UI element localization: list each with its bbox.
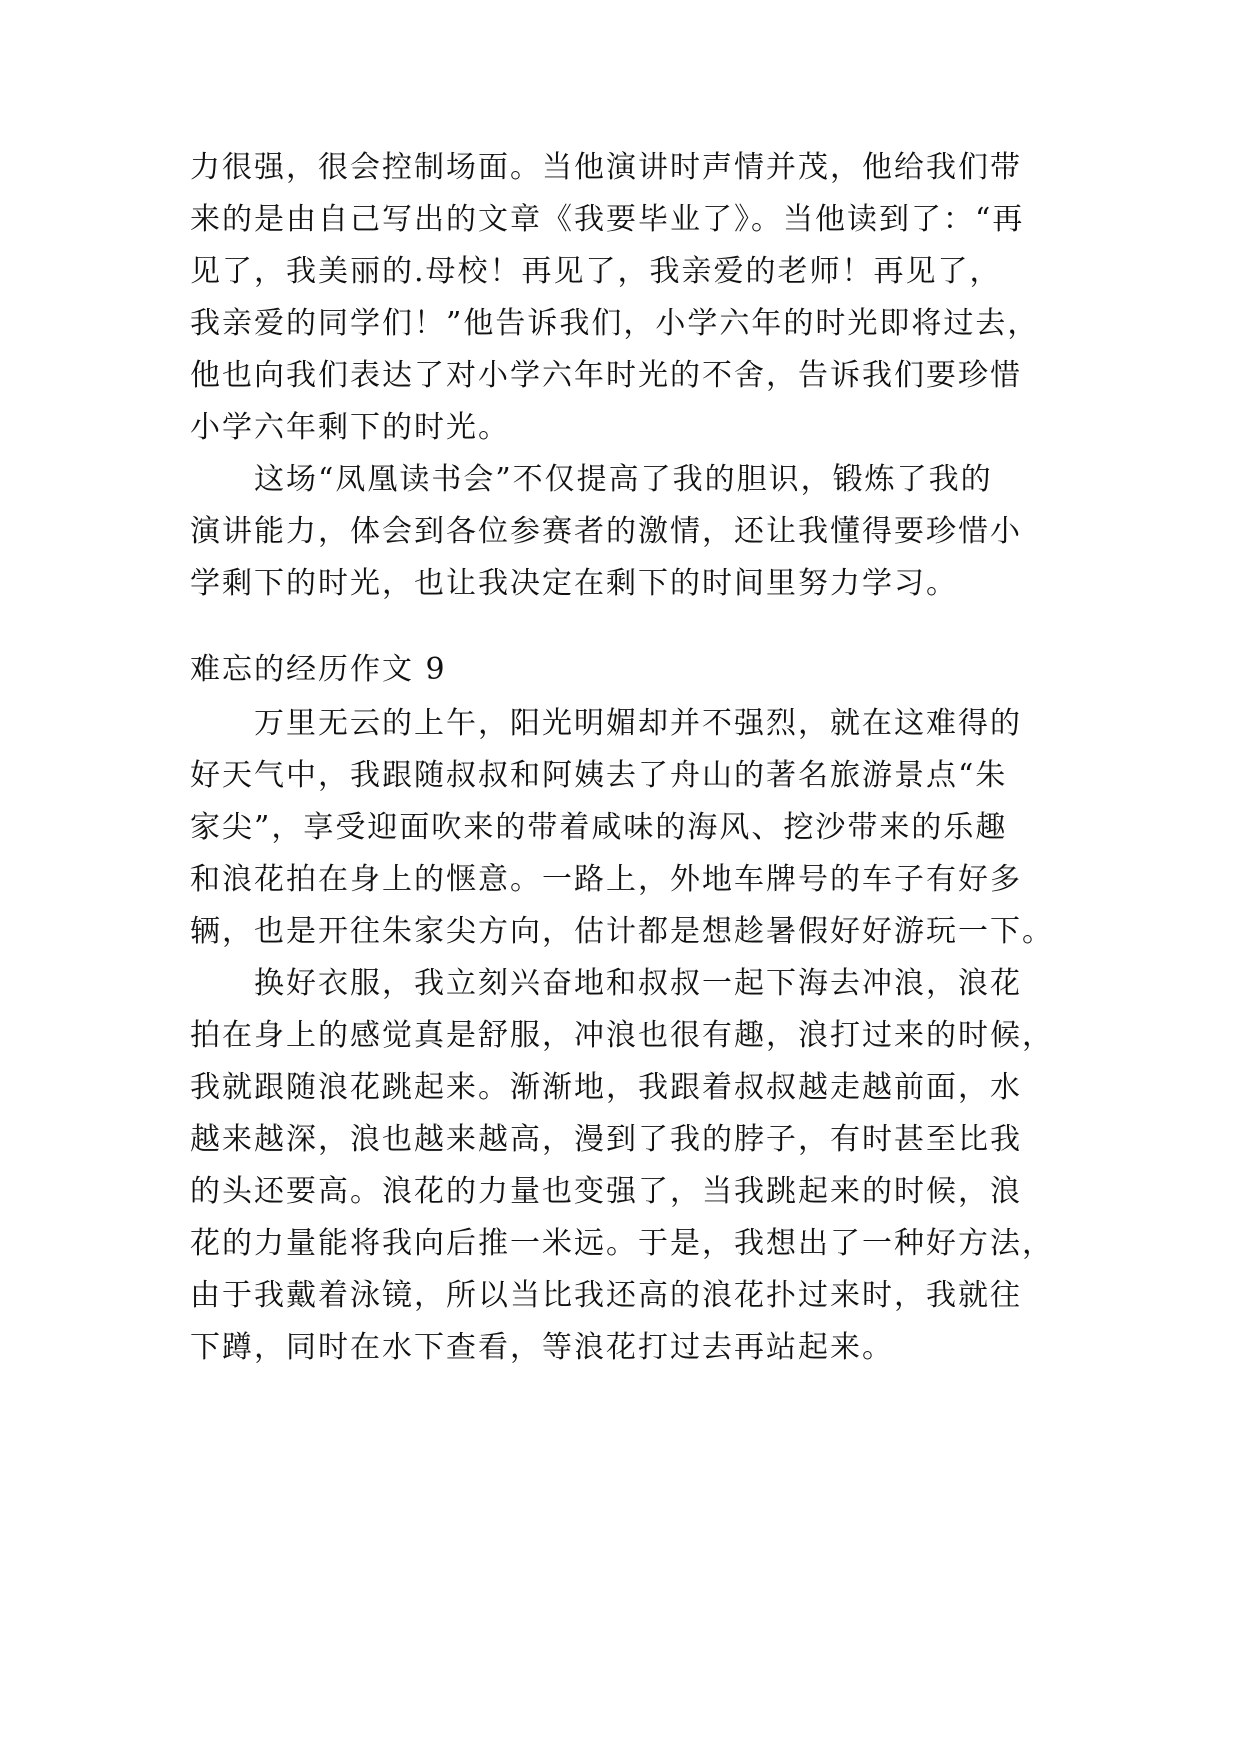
paragraph-line: 花的力量能将我向后推一米远。于是，我想出了一种好方法， bbox=[190, 1226, 1054, 1261]
paragraph-line: 万里无云的上午，阳光明媚却并不强烈，就在这难得的 bbox=[190, 706, 1022, 741]
paragraph-line: 演讲能力，体会到各位参赛者的激情，还让我懂得要珍惜小 bbox=[190, 514, 1022, 549]
paragraph-line: 由于我戴着泳镜，所以当比我还高的浪花扑过来时，我就往 bbox=[190, 1278, 1022, 1313]
paragraph-line: 的头还要高。浪花的力量也变强了，当我跳起来的时候，浪 bbox=[190, 1174, 1022, 1209]
section-title: 难忘的经历作文 9 bbox=[190, 652, 447, 687]
paragraph-line: 来的是由自己写出的文章《我要毕业了》。当他读到了：“再 bbox=[190, 202, 1025, 237]
paragraph-line: 这场“凤凰读书会”不仅提高了我的胆识，锻炼了我的 bbox=[190, 462, 993, 497]
paragraph-line: 他也向我们表达了对小学六年时光的不舍，告诉我们要珍惜 bbox=[190, 358, 1022, 393]
paragraph-line: 见了，我美丽的.母校！再见了，我亲爱的老师！再见了， bbox=[190, 254, 1002, 289]
paragraph-line: 拍在身上的感觉真是舒服，冲浪也很有趣，浪打过来的时候， bbox=[190, 1018, 1054, 1053]
paragraph-line: 下蹲，同时在水下查看，等浪花打过去再站起来。 bbox=[190, 1330, 894, 1365]
paragraph-line: 越来越深，浪也越来越高，漫到了我的脖子，有时甚至比我 bbox=[190, 1122, 1022, 1157]
paragraph-line: 学剩下的时光，也让我决定在剩下的时间里努力学习。 bbox=[190, 566, 958, 601]
paragraph-line: 我就跟随浪花跳起来。渐渐地，我跟着叔叔越走越前面，水 bbox=[190, 1070, 1022, 1105]
paragraph-line: 和浪花拍在身上的惬意。一路上，外地车牌号的车子有好多 bbox=[190, 862, 1022, 897]
paragraph-line: 小学六年剩下的时光。 bbox=[190, 410, 510, 445]
paragraph-line: 力很强，很会控制场面。当他演讲时声情并茂，他给我们带 bbox=[190, 150, 1022, 185]
paragraph-line: 好天气中，我跟随叔叔和阿姨去了舟山的著名旅游景点“朱 bbox=[190, 758, 1008, 793]
paragraph-line: 家尖”，享受迎面吹来的带着咸味的海风、挖沙带来的乐趣 bbox=[190, 810, 1008, 845]
paragraph-line: 换好衣服，我立刻兴奋地和叔叔一起下海去冲浪，浪花 bbox=[190, 966, 1022, 1001]
paragraph-line: 我亲爱的同学们！”他告诉我们，小学六年的时光即将过去， bbox=[190, 306, 1040, 341]
paragraph-line: 辆，也是开往朱家尖方向，估计都是想趁暑假好好游玩一下。 bbox=[190, 914, 1054, 949]
